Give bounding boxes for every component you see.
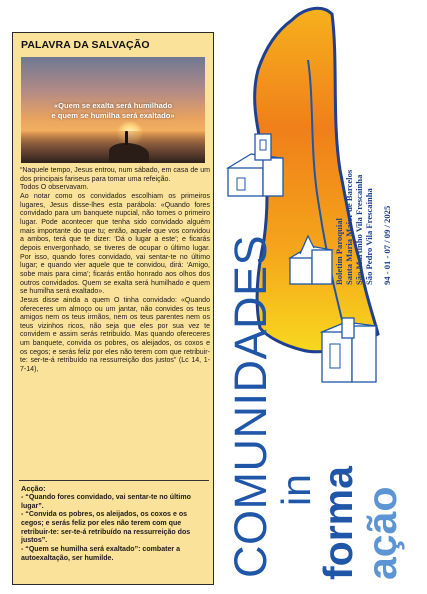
accao-title: Acção:	[21, 484, 46, 493]
divider	[19, 480, 209, 481]
bulletin-title: Boletim Paroquial	[334, 218, 344, 285]
bulletin-info-text	[334, 170, 392, 285]
brand-word-in: in	[273, 474, 319, 506]
brand-word-accao: ação	[359, 486, 405, 580]
photo-quote-line2: e quem se humilha será exaltado»	[51, 111, 175, 120]
bulletin-parish-2: São Martinho Vila Frescainha	[354, 174, 364, 285]
bulletin-parish-1: Santa Maria Maior de Barcelos	[344, 169, 354, 285]
brand-word-comunidades: COMUNIDADES	[225, 234, 276, 578]
photo-quote	[25, 101, 201, 121]
bulletin-info	[334, 40, 424, 285]
accao-text: - “Quando fores convidado, vai sentar-te no último lugar”. - “Convida os pobres, os aleijados, os coxos e os cegos; e serás feliz por eles não terem com que retribuir-te: ser-te-á retribuído na ressurreição dos justos”. - “Quem se humilha será exaltado”: combater a autoexaltação, ser humilde.	[21, 494, 191, 562]
person-silhouette	[125, 131, 128, 145]
gospel-text: “Naquele tempo, Jesus entrou, num sábado, em casa de um dos principais fariseus para tomar uma refeição. Todos O observavam. Ao notar como os convidados escolhiam os primeiros lugares, Jesus disse-lhes esta parábola: «Quando fores convidado para um banquete nupcial, não tomes o primeiro lugar. Pode acontecer que tenha sido convidado alguém mais importante do que tu; então, aquele que vos convidou a ambos, terá que te dizer: ‘Dá o lugar a este’; e ficarás depois envergonhado, se tiveres de ocupar o último lugar. Por isso, quando fores convidado, vai sentar-te no último lugar; e quando vier aquele que te convidou, dirá: ‘Amigo, sobe mais para cima’; ficarás então honrado aos olhos dos outros convidados. Quem se exalta será humilhado e quem se humilha será exaltado». Jesus disse ainda a quem O tinha convidado: «Quando ofereceres um almoço ou um jantar, não convides os teus amigos nem os teus irmãos, nem os teus parentes nem os teus vizinhos ricos, não seja que eles por sua vez te convidem e assim serás retribuído. Mas quando ofereceres um banquete, convida os pobres, os aleijados, os coxos e os cegos; e serás feliz por eles não terem com que retribuir-te: ser-te-á retribuído na ressurreição dos justos” (Lc 14, 1-7-14),	[20, 167, 210, 374]
panel-heading: PALAVRA DA SALVAÇÃO	[21, 39, 150, 51]
bulletin-parish-3: São Pedro Vila Frescainha	[364, 188, 374, 285]
sunset-photo	[21, 57, 205, 163]
bulletin-issue: 94 - 01 - 07 / 09 / 2025	[382, 205, 392, 285]
photo-quote-line1: «Quem se exalta será humilhado	[53, 101, 173, 110]
gospel-panel	[12, 32, 214, 585]
brand-word-forma: forma	[315, 466, 361, 580]
